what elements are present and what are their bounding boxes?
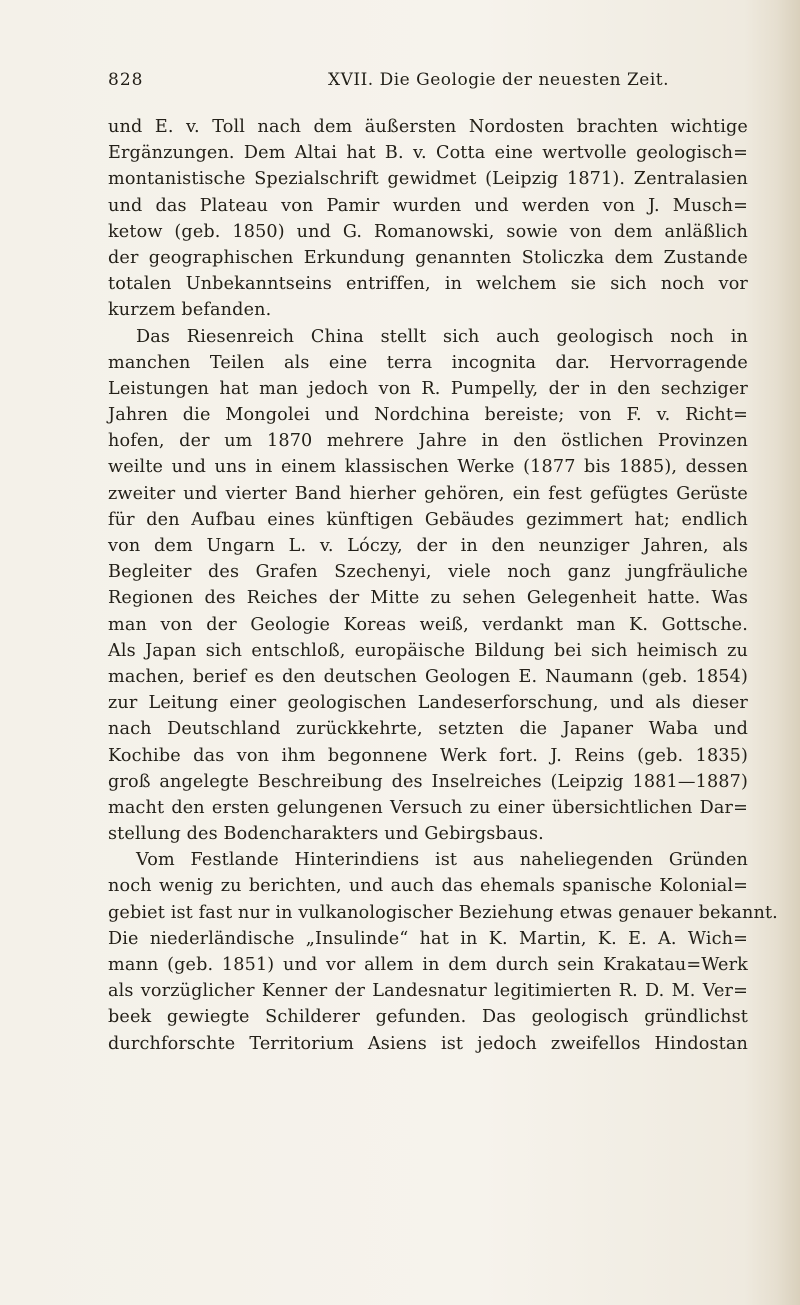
text-line: mann (geb. 1851) und vor allem in dem durch sein Krakatau=Werk [108, 955, 748, 975]
text-line: Die niederländische „Insulinde“ hat in K. Martin, K. E. A. Wich= [108, 928, 748, 949]
text-line: nach Deutschland zurückkehrte, setzten die Japaner Waba und [108, 719, 748, 740]
text-line: Das Riesenreich China stellt sich auch geologisch noch in [136, 326, 748, 347]
text-line: Begleiter des Grafen Szechenyi, viele noch ganz jungfräuliche [108, 562, 748, 583]
text-line: zweiter und vierter Band hierher gehören, ein fest gefügtes Gerüste [108, 483, 748, 504]
text-line: Kochibe das von ihm begonnene Werk fort. J. Reins (geb. 1835) [108, 745, 748, 766]
body-text [108, 114, 778, 1057]
text-line: machen, berief es den deutschen Geologen E. Naumann (geb. 1854) [108, 666, 748, 687]
text-line: montanistische Spezialschrift gewidmet (Leipzig 1871). Zentralasien [108, 169, 748, 190]
text-line: durchforschte Territorium Asiens ist jedoch zweifellos Hindostan [108, 1033, 748, 1054]
text-line: man von der Geologie Koreas weiß, verdankt man K. Gottsche. [108, 614, 748, 635]
text-line: Regionen des Reiches der Mitte zu sehen Gelegenheit hatte. Was [108, 588, 748, 609]
text-line: Vom Festlande Hinterindiens ist aus naheliegenden Gründen [136, 850, 748, 871]
text-line: stellung des Bodencharakters und Gebirgsbaus. [108, 824, 544, 845]
text-line: Leistungen hat man jedoch von R. Pumpelly, der in den sechziger [108, 378, 748, 399]
text-line: hofen, der um 1870 mehrere Jahre in den östlichen Provinzen [108, 431, 748, 452]
text-line: noch wenig zu berichten, und auch das ehemals spanische Kolonial= [108, 876, 748, 897]
page-header [108, 70, 748, 100]
text-line: und das Plateau von Pamir wurden und werden von J. Musch= [108, 195, 748, 216]
text-line: als vorzüglicher Kenner der Landesnatur legitimierten R. D. M. Ver= [108, 981, 748, 1002]
text-line: ketow (geb. 1850) und G. Romanowski, sowie von dem anläßlich [108, 221, 748, 242]
text-line: totalen Unbekanntseins entriffen, in welchem sie sich noch vor [108, 274, 748, 295]
text-line: Als Japan sich entschloß, europäische Bildung bei sich heimisch zu [108, 640, 748, 661]
page-number: 828 [108, 70, 144, 90]
text-line: der geographischen Erkundung genannten Stoliczka dem Zustande [108, 247, 748, 268]
text-line: kurzem befanden. [108, 300, 272, 321]
text-line: Ergänzungen. Dem Altai hat B. v. Cotta eine wertvolle geologisch= [108, 143, 748, 164]
text-line: manchen Teilen als eine terra incognita dar. Hervorragende [108, 352, 748, 373]
text-line: macht den ersten gelungenen Versuch zu einer übersichtlichen Dar= [108, 797, 748, 818]
text-line: Jahren die Mongolei und Nordchina bereiste; von F. v. Richt= [108, 405, 748, 426]
text-line: zur Leitung einer geologischen Landeserforschung, und als dieser [108, 693, 748, 714]
running-head: XVII. Die Geologie der neuesten Zeit. [328, 70, 669, 90]
text-line: und E. v. Toll nach dem äußersten Nordosten brachten wichtige [108, 117, 748, 137]
text-line: beek gewiegte Schilderer gefunden. Das geologisch gründlichst [108, 1007, 748, 1028]
text-line: weilte und uns in einem klassischen Werke (1877 bis 1885), dessen [108, 457, 748, 478]
text-line: gebiet ist fast nur in vulkanologischer Beziehung etwas genauer bekannt. [108, 902, 778, 923]
text-line: von dem Ungarn L. v. Lóczy, der in den neunziger Jahren, als [108, 536, 748, 556]
text-line: groß angelegte Beschreibung des Inselreiches (Leipzig 1881—1887) [108, 771, 748, 792]
text-line: für den Aufbau eines künftigen Gebäudes gezimmert hat; endlich [108, 509, 748, 530]
